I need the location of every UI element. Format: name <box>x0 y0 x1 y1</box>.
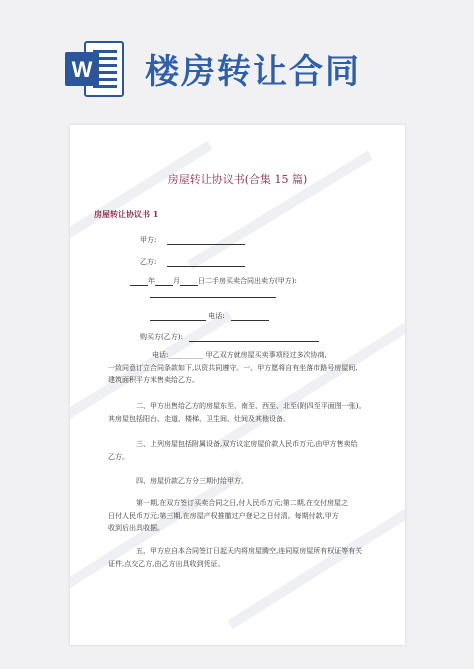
paragraph-1: 电话:__________ 甲乙双方就房屋买卖事项经过多次协商, 一致同意订立合同条款如下,以资共同遵守。一、甲方愿将自有坐落市路号房屋间, 建筑面积平方米售卖给乙方。 <box>108 351 358 384</box>
phone-line <box>150 311 269 321</box>
party-b-blank <box>167 258 245 267</box>
banner <box>0 0 474 120</box>
party-a-label: 甲方: <box>140 236 157 244</box>
phone-label: 电话: <box>208 312 225 320</box>
word-logo-letter: W <box>71 57 93 82</box>
word-icon <box>63 38 125 100</box>
paragraph-3: 三、上列房屋包括附属设备,双方议定房屋价款人民币万元,由甲方售卖给 乙方。 <box>108 440 358 461</box>
document-page <box>70 125 405 645</box>
party-a-line <box>140 235 245 245</box>
document-title: 房屋转让协议书(合集 15 篇) <box>167 173 308 186</box>
buyer-line <box>140 332 319 342</box>
party-a-blank <box>167 236 245 245</box>
seller-blank-line <box>150 289 276 298</box>
paragraph-6: 五、甲方应自本合同签订日起天内将房屋腾空,连同原房屋所有权证等有关 证件,点交乙方,由乙方出具收到凭证。 <box>108 547 363 568</box>
paragraph-4: 四、房屋价款乙方分三期付给甲方。 <box>136 477 248 485</box>
party-b-label: 乙方: <box>140 258 157 266</box>
buyer-label: 购买方(乙方): <box>140 333 183 341</box>
party-b-line <box>140 257 245 267</box>
paragraph-5: 第一期,在双方签订买卖合同之日,付人民币万元;第二期,在交付房屋之 日付人民币万元;第三期,在房屋产权推撤过户登记之日付清。每期付款,甲方 收到后出具收据。 <box>108 499 349 532</box>
date-line <box>130 276 297 286</box>
banner-title: 楼房转让合同 <box>145 52 361 92</box>
date-rest: 日二手房买卖合同出卖方(甲方): <box>198 277 297 285</box>
date-year: 年 <box>148 277 155 285</box>
date-month: 月 <box>173 277 180 285</box>
section-title: 房屋转让协议书 1 <box>94 209 159 219</box>
paragraph-2: 二、甲方出售给乙方的房屋东至、南至、西至、北至(附四至平面图一张)。 其房屋包括阳台、走道、楼梯、卫生间、灶间及其他设备。 <box>108 402 366 423</box>
